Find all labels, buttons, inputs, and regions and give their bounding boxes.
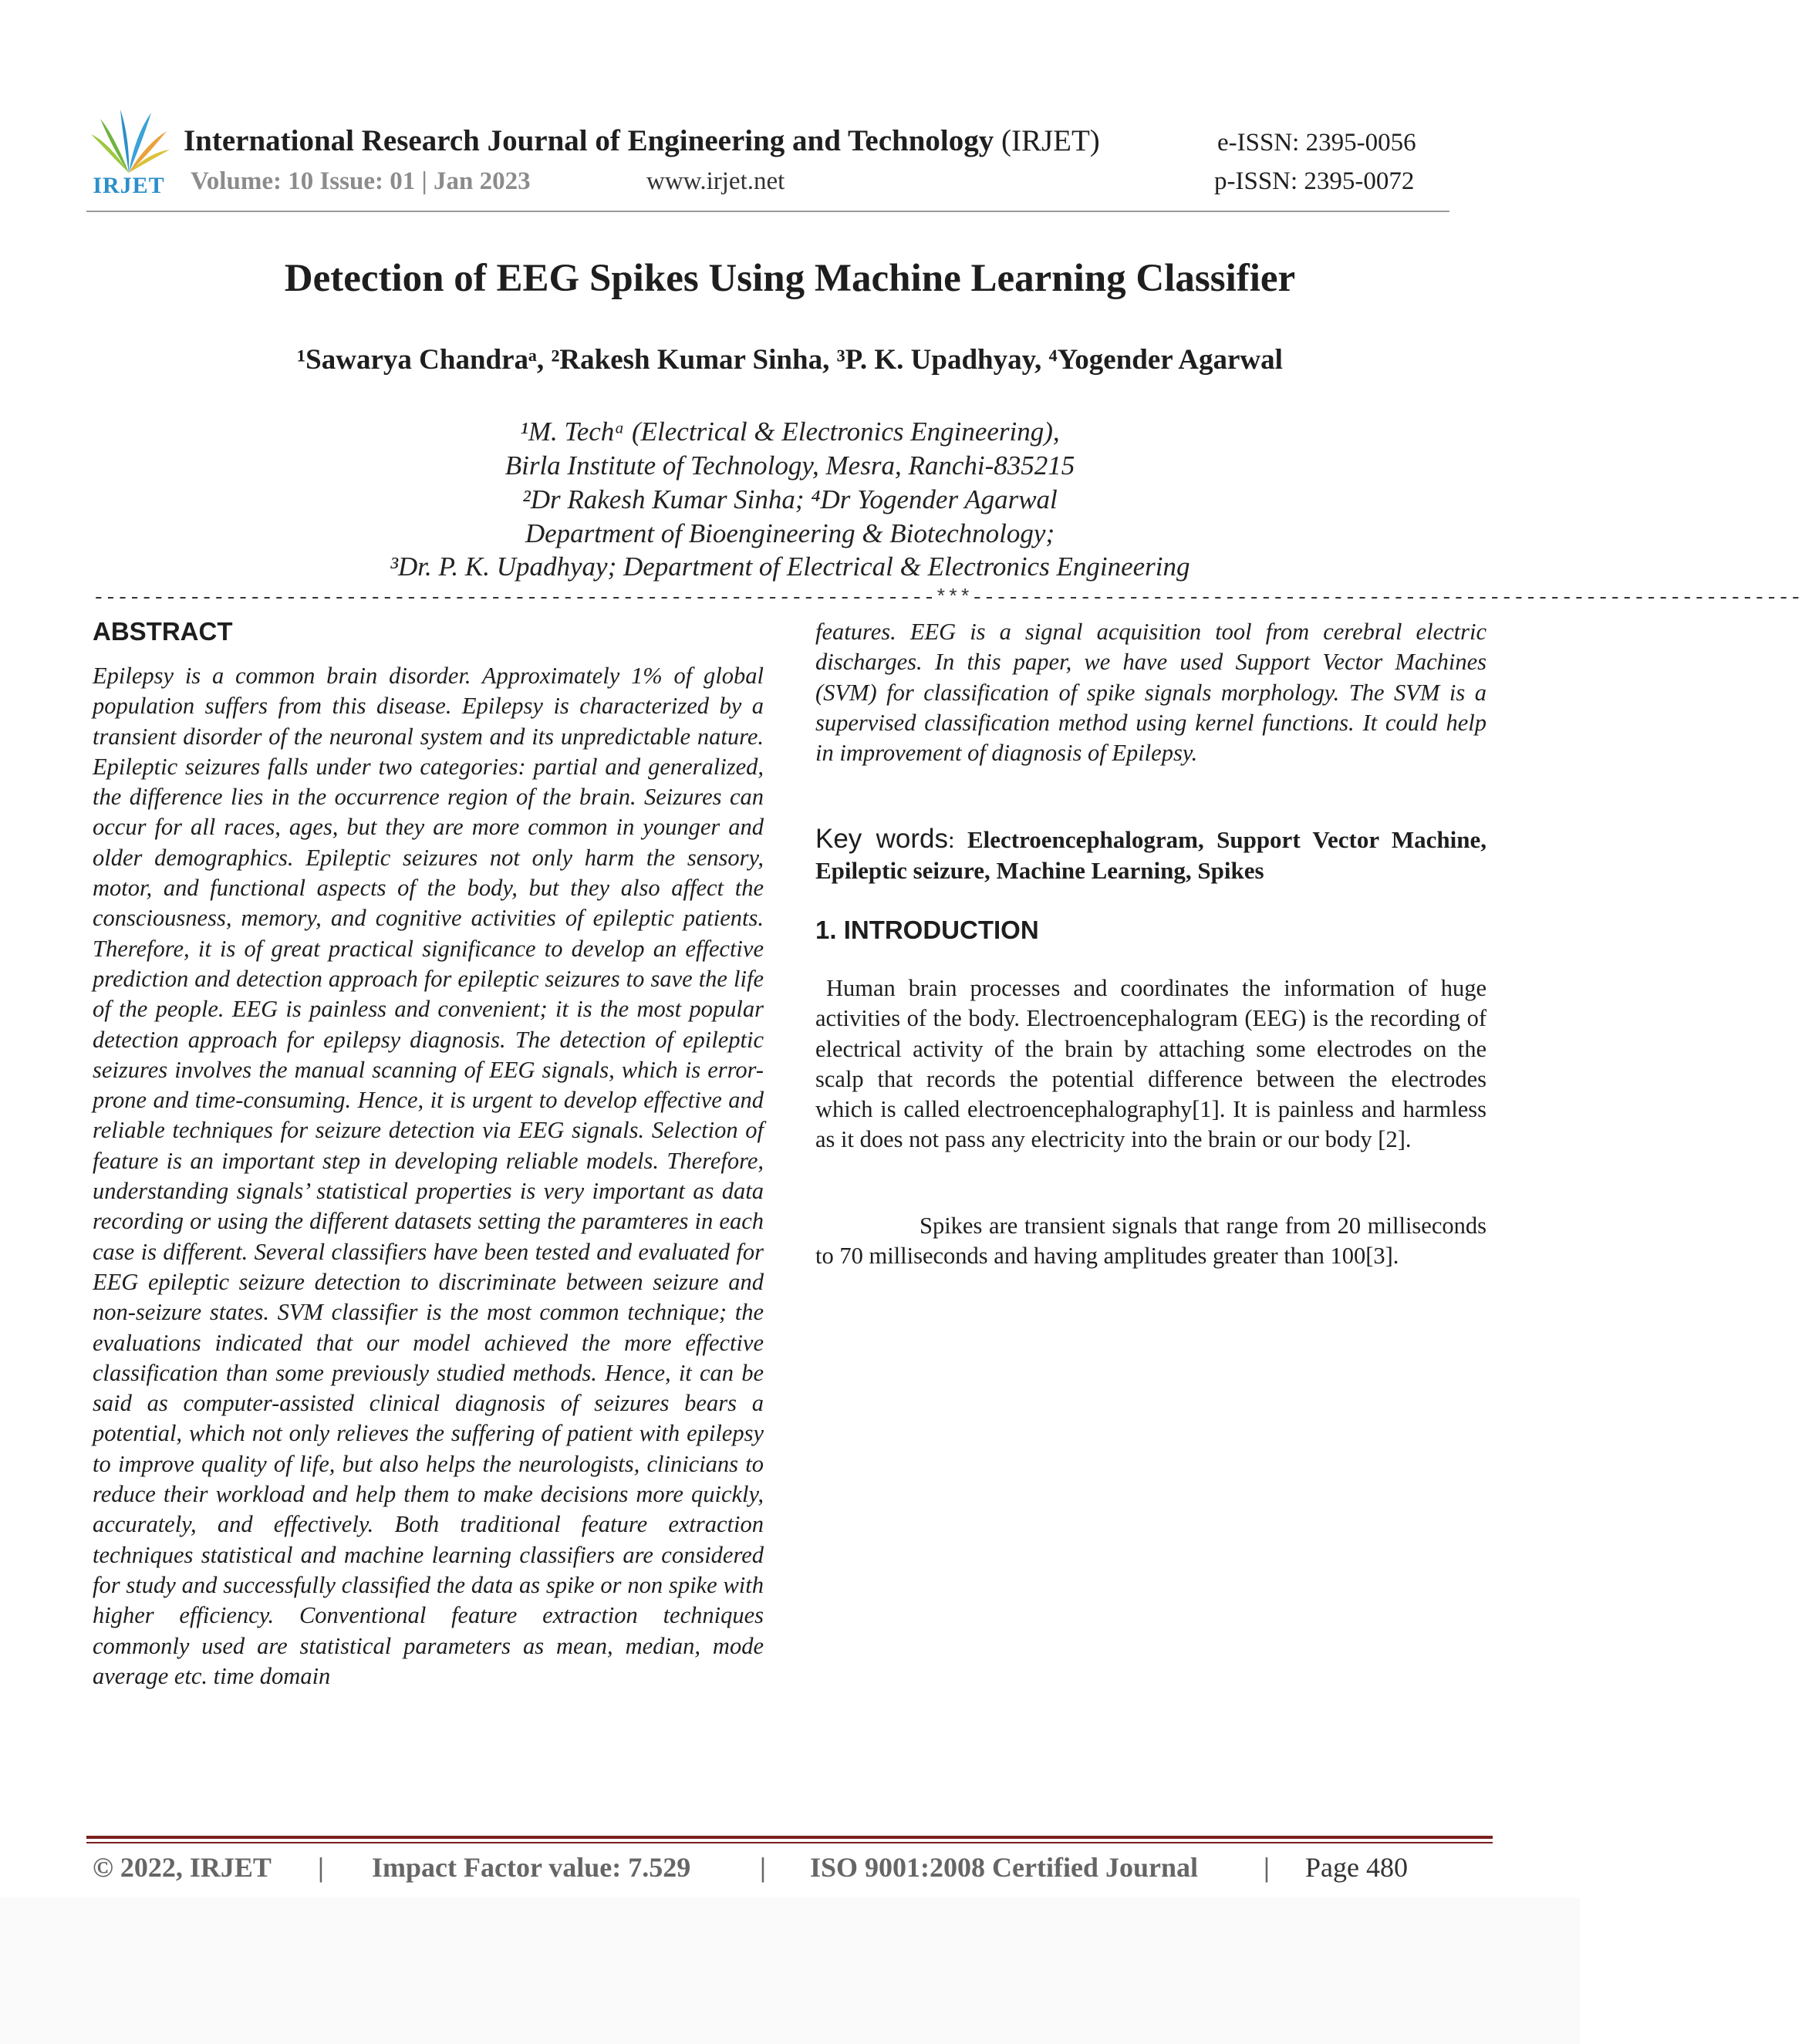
p-issn: p-ISSN: 2395-0072 <box>1214 167 1415 195</box>
footer-separator: | <box>318 1852 324 1883</box>
journal-title <box>184 123 1100 158</box>
footer-rule-thick <box>86 1836 1493 1839</box>
affiliation-line: ¹M. Techᵃ (Electrical & Electronics Engineering), <box>520 417 1060 447</box>
affiliation-line: Birla Institute of Technology, Mesra, Ranchi-835215 <box>504 450 1075 481</box>
footer-impact-factor: Impact Factor value: 7.529 <box>372 1852 691 1883</box>
footer-copyright: © 2022, IRJET <box>93 1852 272 1883</box>
keywords-colon: : <box>948 826 967 853</box>
e-issn: e-ISSN: 2395-0056 <box>1217 129 1416 157</box>
abstract-heading: ABSTRACT <box>93 617 233 646</box>
footer-rule-thin <box>86 1842 1493 1843</box>
journal-name: International Research Journal of Engineering and Technology <box>184 124 994 157</box>
affiliation-line: ²Dr Rakesh Kumar Sinha; ⁴Dr Yogender Agarwal <box>522 484 1058 514</box>
affiliation-line: ³Dr. P. K. Upadhyay; Department of Electrical & Electronics Engineering <box>390 551 1190 582</box>
affiliation-line: Department of Bioengineering & Biotechnology; <box>525 518 1055 548</box>
journal-abbrev: (IRJET) <box>1001 124 1100 157</box>
journal-url[interactable]: www.irjet.net <box>646 167 785 195</box>
page-bottom-margin <box>0 1897 1580 2044</box>
introduction-paragraph: Spikes are transient signals that range from 20 milliseconds to 70 milliseconds and having amplitudes greater than 100[3]. <box>815 1213 1486 1270</box>
header-divider <box>86 211 1449 212</box>
section-separator: ----------------------------------------------------------------------***--------------------------------------------------------------------- <box>93 586 1802 609</box>
keywords-values: Electroencephalogram, Support Vector Machine, Epileptic seizure, Machine Learning, Spikes <box>815 826 1486 884</box>
paper-title: Detection of EEG Spikes Using Machine Learning Classifier <box>284 257 1296 300</box>
leaf-logo-icon <box>86 108 171 174</box>
logo-text: IRJET <box>93 173 165 198</box>
author-list: ¹Sawarya Chandraᵃ, ²Rakesh Kumar Sinha, ³P. K. Upadhyay, ⁴Yogender Agarwal <box>297 344 1283 376</box>
footer-separator: | <box>760 1852 766 1883</box>
journal-logo <box>86 108 171 199</box>
keywords <box>815 824 1486 886</box>
introduction-heading: 1. INTRODUCTION <box>815 916 1039 944</box>
introduction-paragraph: Human brain processes and coordinates the information of huge activities of the body. Electroencephalogram (EEG) is the recording of electrical activity of the brain by attaching some electrodes on the scalp that records the potential difference between the electrodes which is called electroencephalography[1]. It is painless and harmless as it does not pass any electricity into the brain or our body [2]. <box>815 975 1486 1153</box>
keywords-label: Key words <box>815 824 948 854</box>
abstract-text-continued: features. EEG is a signal acquisition tool from cerebral electric discharges. In this paper, we have used Support Vector Machines (SVM) for classification of spike signals morphology. The SVM is a supervised classification method using kernel functions. It could help in improvement of diagnosis of Epilepsy. <box>815 619 1486 767</box>
footer-iso: ISO 9001:2008 Certified Journal <box>810 1852 1198 1883</box>
footer-page-number: Page 480 <box>1305 1852 1408 1883</box>
issue-info: Volume: 10 Issue: 01 | Jan 2023 <box>191 167 531 195</box>
abstract-text: Epilepsy is a common brain disorder. Approximately 1% of global population suffers from this disease. Epilepsy is characterized by a transient disorder of the neuronal system and its unpredictable nature. Epileptic seizures falls under two categories: partial and generalized, the difference lies in the occurrence region of the brain. Seizures can occur for all races, ages, but they are more common in younger and older demographics. Epileptic seizures not only harm the sensory, motor, and functional aspects of the body, but they also affect the consciousness, memory, and cognitive activities of epileptic patients. Therefore, it is of great practical significance to develop an effective prediction and detection approach for epileptic seizures to save the life of the people. EEG is painless and convenient; it is the most popular detection approach for epilepsy diagnosis. The detection of epileptic seizures involves the manual scanning of EEG signals, which is error-prone and time-consuming. Hence, it is urgent to develop effective and reliable techniques for seizure detection via EEG signals. Selection of feature is an important step in developing reliable models. Therefore, understanding signals’ statistical properties is very important as data recording or using the different datasets setting the paramteres in each case is different. Several classifiers have been tested and evaluated for EEG epileptic seizure detection to discriminate between seizure and non-seizure states. SVM classifier is the most common technique; the evaluations indicated that our model achieved the more effective classification than some previously studied methods. Hence, it can be said as computer-assisted clinical diagnosis of seizures bears a potential, which not only relieves the suffering of patient with epilepsy to improve quality of life, but also helps the neurologists, clinicians to reduce their workload and help them to make decisions more quickly, accurately, and effectively. Both traditional feature extraction techniques statistical and machine learning classifiers are considered for study and successfully classified the data as spike or non spike with higher efficiency. Conventional feature extraction techniques commonly used are statistical parameters as mean, median, mode average etc. time domain <box>93 663 764 1689</box>
footer-separator: | <box>1264 1852 1270 1883</box>
